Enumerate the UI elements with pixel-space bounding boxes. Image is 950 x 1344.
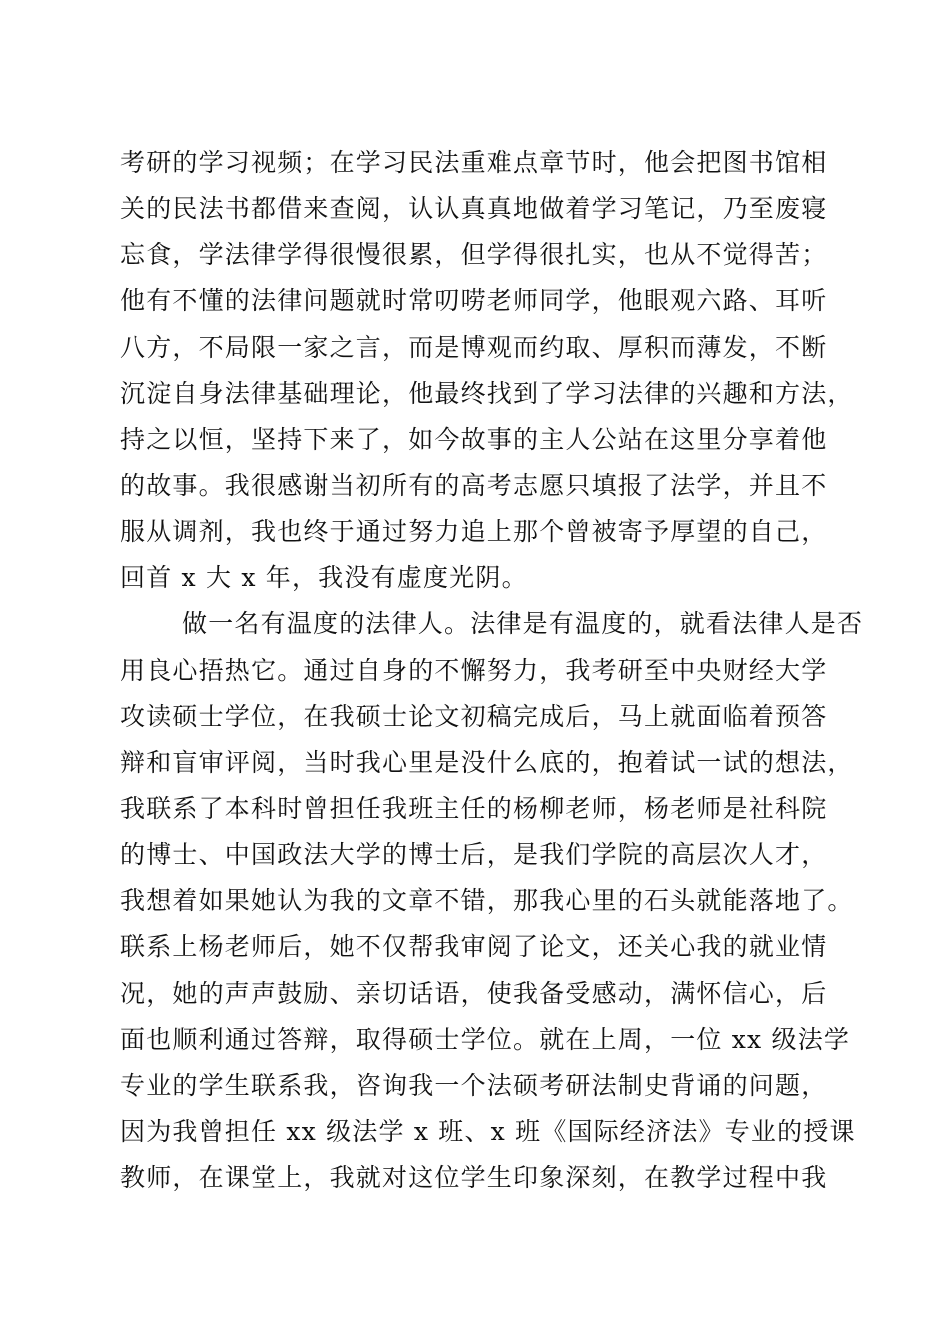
text-line: 的故事。我很感谢当初所有的高考志愿只填报了法学，并且不: [120, 470, 828, 500]
text-line: 的博士、中国政法大学的博士后，是我们学院的高层次人才，: [120, 840, 828, 870]
body-text: [120, 140, 864, 1201]
text-line: 回首 x 大 x 年，我没有虚度光阴。: [120, 563, 528, 593]
text-line: 持之以恒，坚持下来了，如今故事的主人公站在这里分享着他: [120, 424, 828, 454]
text-line: 攻读硕士学位，在我硕士论文初稿完成后，马上就面临着预答: [120, 701, 828, 731]
text-line: 我想着如果她认为我的文章不错，那我心里的石头就能落地了。: [120, 886, 854, 916]
text-line: 用良心捂热它。通过自身的不懈努力，我考研至中央财经大学: [120, 655, 828, 685]
text-line: 教师，在课堂上，我就对这位学生印象深刻，在教学过程中我: [120, 1163, 828, 1193]
text-line: 联系上杨老师后，她不仅帮我审阅了论文，还关心我的就业情: [120, 932, 828, 962]
text-line: 关的民法书都借来查阅，认认真真地做着学习笔记，乃至废寝: [120, 194, 828, 224]
text-line: 八方，不局限一家之言，而是博观而约取、厚积而薄发，不断: [120, 332, 828, 362]
text-line: 我联系了本科时曾担任我班主任的杨柳老师，杨老师是社科院: [120, 793, 828, 823]
text-line: 考研的学习视频；在学习民法重难点章节时，他会把图书馆相: [120, 148, 828, 177]
text-line: 专业的学生联系我，咨询我一个法硕考研法制史背诵的问题，: [120, 1070, 828, 1100]
text-line: 面也顺利通过答辩，取得硕士学位。就在上周，一位 xx 级法学: [120, 1024, 851, 1054]
text-line: 他有不懂的法律问题就时常叨唠老师同学，他眼观六路、耳听: [120, 286, 828, 316]
text-line: 服从调剂，我也终于通过努力追上那个曾被寄予厚望的自己，: [120, 517, 828, 547]
text-line: 忘食，学法律学得很慢很累，但学得很扎实，也从不觉得苦；: [120, 240, 828, 270]
text-line: 因为我曾担任 xx 级法学 x 班、x 班《国际经济法》专业的授课: [120, 1116, 856, 1146]
paragraph-start-line: 做一名有温度的法律人。法律是有温度的，就看法律人是否: [182, 609, 864, 639]
text-line: 辩和盲审评阅，当时我心里是没什么底的，抱着试一试的想法，: [120, 747, 854, 777]
text-line: 况，她的声声鼓励、亲切话语，使我备受感动，满怀信心，后: [120, 978, 828, 1008]
text-line: 沉淀自身法律基础理论，他最终找到了学习法律的兴趣和方法，: [120, 378, 854, 408]
